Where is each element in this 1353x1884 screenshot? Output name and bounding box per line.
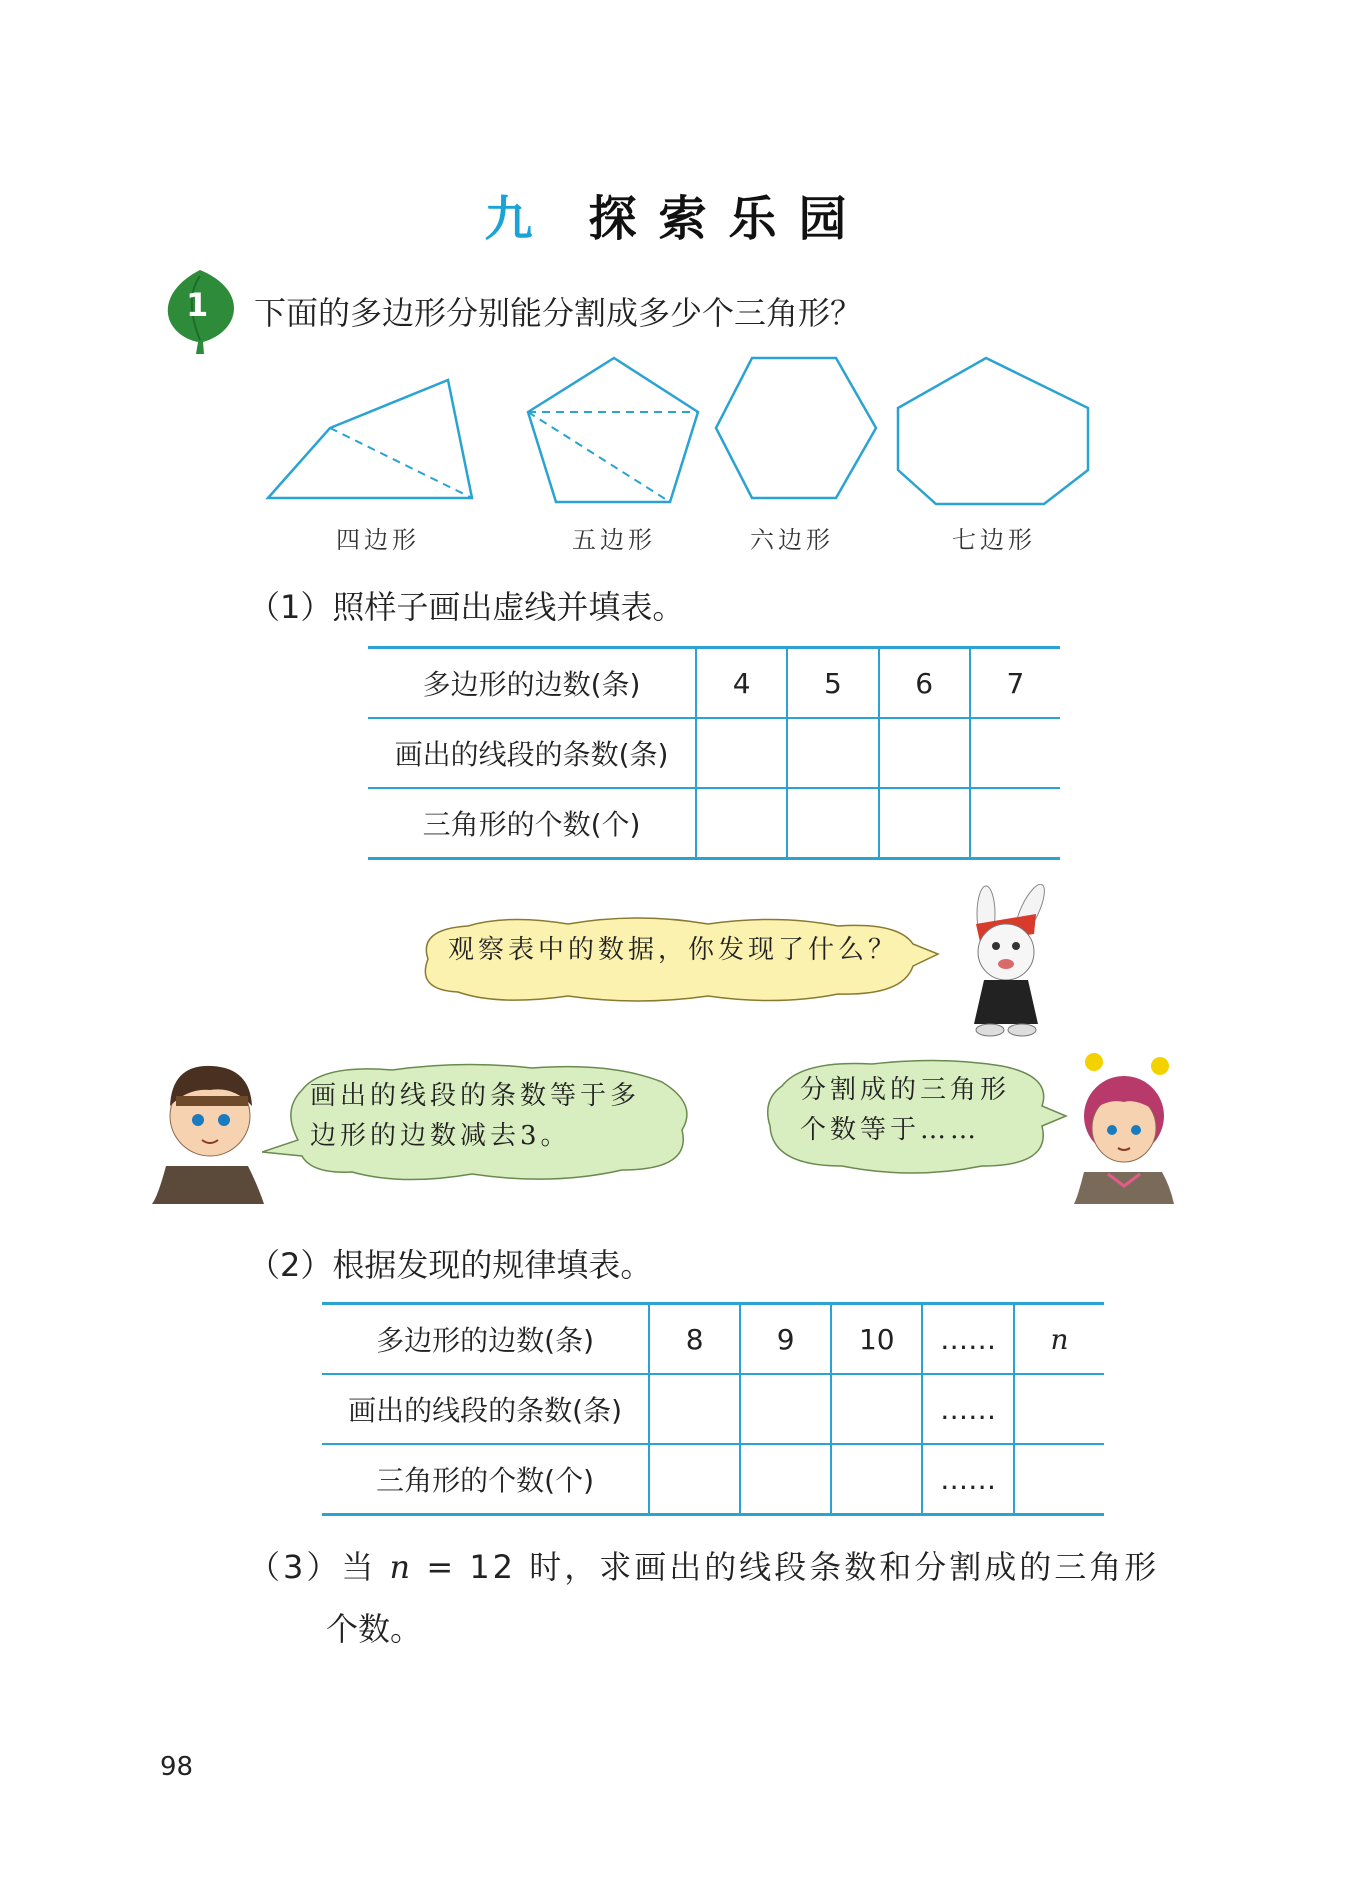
row-header: 画出的线段的条数(条) — [322, 1374, 649, 1444]
chapter-name: 探索乐园 — [588, 191, 869, 247]
girl-speech-line2: 个数等于…… — [800, 1115, 981, 1145]
part3-suffix: = 12 时，求画出的线段条数和分割成的三角形 — [426, 1548, 1160, 1586]
label-hexagon: 六边形 — [750, 526, 834, 554]
part3-question-line2: 个数。 — [326, 1610, 423, 1648]
chapter-number: 九 — [484, 191, 543, 247]
answer-cell[interactable] — [831, 1374, 922, 1444]
chapter-title — [0, 180, 1353, 249]
part1-instruction: （1）照样子画出虚线并填表。 — [248, 588, 685, 626]
row-header: 三角形的个数(个) — [368, 788, 696, 859]
table-cell: 8 — [649, 1304, 740, 1375]
answer-cell[interactable] — [970, 788, 1060, 859]
answer-cell[interactable] — [649, 1444, 740, 1515]
table-cell: n — [1014, 1304, 1104, 1375]
table-2 — [322, 1302, 1104, 1516]
rabbit-speech: 观察表中的数据，你发现了什么？ — [448, 935, 899, 965]
table-row — [322, 1304, 1104, 1375]
problem-question: 下面的多边形分别能分割成多少个三角形？ — [254, 294, 863, 332]
polygons-figure — [0, 350, 1353, 520]
part3-variable: n — [389, 1548, 414, 1586]
heptagon-shape — [898, 358, 1088, 504]
rabbit-character-icon — [946, 884, 1066, 1044]
answer-cell[interactable] — [696, 718, 787, 788]
answer-cell[interactable] — [787, 788, 878, 859]
label-quadrilateral: 四边形 — [336, 526, 420, 554]
answer-cell[interactable] — [970, 718, 1060, 788]
boy-character-icon — [148, 1046, 268, 1206]
quadrilateral-shape — [268, 380, 472, 498]
row-header: 多边形的边数(条) — [322, 1304, 649, 1375]
pentagon-shape — [528, 358, 698, 502]
table-cell: …… — [922, 1374, 1014, 1444]
part3-question-line1 — [248, 1542, 1159, 1588]
table-row — [368, 718, 1060, 788]
table-cell: 9 — [740, 1304, 831, 1375]
answer-cell[interactable] — [740, 1444, 831, 1515]
part3-prefix: （3）当 — [248, 1548, 377, 1586]
answer-cell[interactable] — [740, 1374, 831, 1444]
label-pentagon: 五边形 — [572, 526, 656, 554]
answer-cell[interactable] — [1014, 1374, 1104, 1444]
page-number: 98 — [160, 1752, 194, 1782]
answer-cell[interactable] — [787, 718, 878, 788]
table-cell: 4 — [696, 648, 787, 719]
table-row — [368, 788, 1060, 859]
boy-speech-line2: 边形的边数减去3。 — [310, 1121, 571, 1151]
table-1 — [368, 646, 1060, 860]
answer-cell[interactable] — [1014, 1444, 1104, 1515]
problem-number: 1 — [186, 286, 209, 324]
row-header: 三角形的个数(个) — [322, 1444, 649, 1515]
table-cell: 7 — [970, 648, 1060, 719]
answer-cell[interactable] — [831, 1444, 922, 1515]
table-cell: …… — [922, 1304, 1014, 1375]
row-header: 多边形的边数(条) — [368, 648, 696, 719]
part2-instruction: （2）根据发现的规律填表。 — [248, 1246, 653, 1284]
table-row — [368, 648, 1060, 719]
answer-cell[interactable] — [879, 718, 970, 788]
answer-cell[interactable] — [696, 788, 787, 859]
table-row — [322, 1444, 1104, 1515]
girl-speech-line1: 分割成的三角形 — [800, 1075, 1011, 1105]
boy-speech-line1: 画出的线段的条数等于多 — [310, 1081, 641, 1111]
table-cell: …… — [922, 1444, 1014, 1515]
table-cell: 6 — [879, 648, 970, 719]
answer-cell[interactable] — [879, 788, 970, 859]
row-header: 画出的线段的条数(条) — [368, 718, 696, 788]
table-cell: 5 — [787, 648, 878, 719]
table-cell: 10 — [831, 1304, 922, 1375]
label-heptagon: 七边形 — [952, 526, 1036, 554]
hexagon-shape — [716, 358, 876, 498]
answer-cell[interactable] — [649, 1374, 740, 1444]
table-row — [322, 1374, 1104, 1444]
girl-character-icon — [1064, 1046, 1184, 1206]
